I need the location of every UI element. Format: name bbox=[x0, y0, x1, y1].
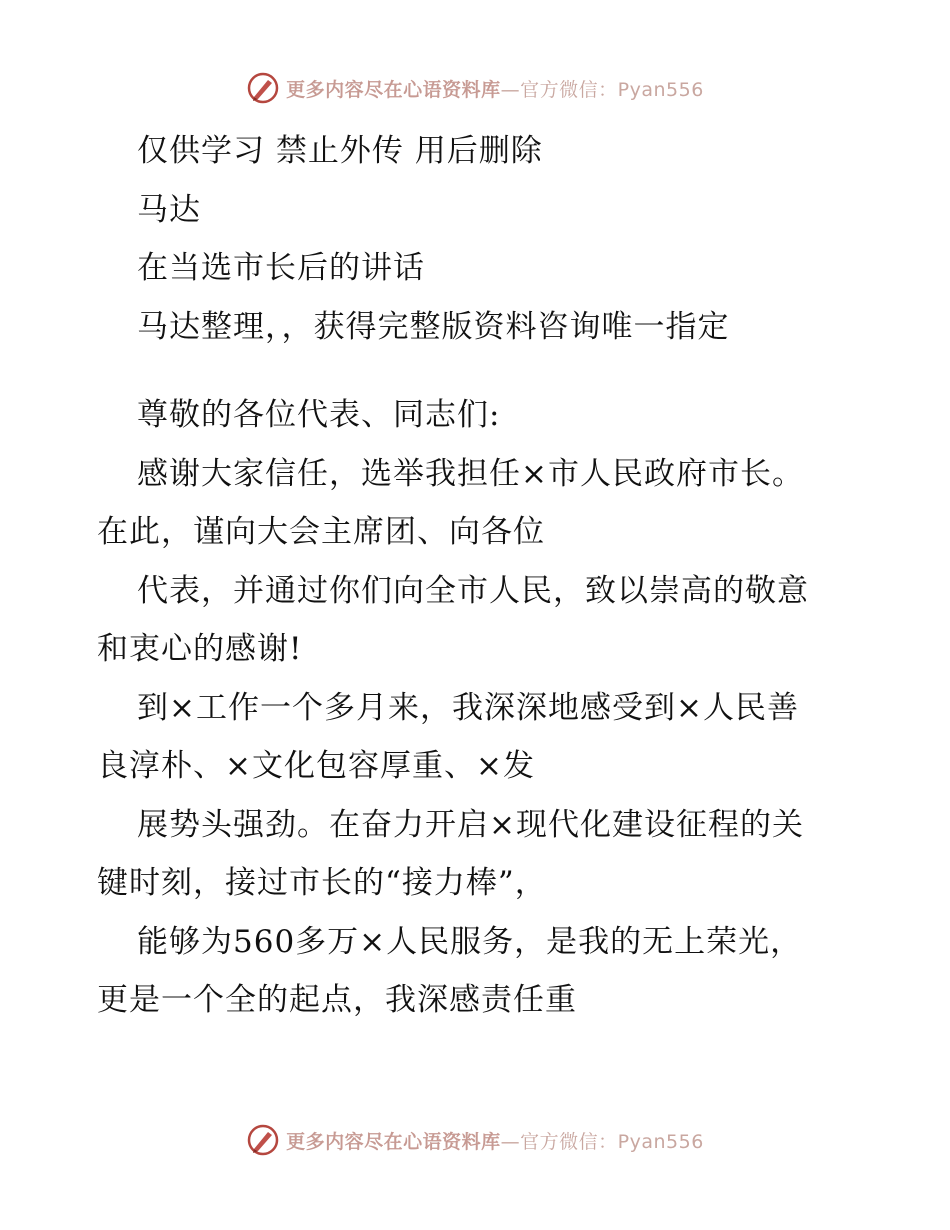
header-banner bbox=[0, 68, 950, 108]
doc-line: 仅供学习 禁止外传 用后删除 bbox=[137, 133, 543, 169]
doc-line: 和衷心的感谢! bbox=[97, 631, 303, 667]
footer-banner-text: 更多内容尽在心语资料库—官方微信：Pyan556 bbox=[286, 1130, 704, 1153]
doc-line: 展势头强劲。在奋力开启×现代化建设征程的关 bbox=[137, 806, 804, 843]
paragraph-gap bbox=[97, 356, 857, 386]
pen-logo-icon bbox=[246, 71, 280, 105]
document-body bbox=[97, 122, 857, 1030]
footer-banner bbox=[0, 1120, 950, 1160]
doc-line: 在此，谨向大会主席团、向各位 bbox=[97, 514, 545, 550]
doc-line: 代表，并通过你们向全市人民，致以崇高的敬意 bbox=[137, 572, 809, 609]
header-banner-text: 更多内容尽在心语资料库—官方微信：Pyan556 bbox=[286, 78, 704, 101]
doc-line: 感谢大家信任，选举我担任×市人民政府市长。 bbox=[137, 455, 804, 492]
doc-line: 尊敬的各位代表、同志们: bbox=[137, 397, 501, 433]
doc-line: 马达 bbox=[137, 191, 201, 228]
doc-line: 在当选市长后的讲话 bbox=[137, 250, 425, 286]
doc-line: 键时刻，接过市长的“接力棒”， bbox=[97, 865, 547, 901]
doc-line: 良淳朴、×文化包容厚重、×发 bbox=[97, 748, 535, 784]
doc-line: 能够为560多万×人民服务，是我的无上荣光， bbox=[137, 923, 803, 960]
doc-line: 更是一个全的起点，我深感责任重 bbox=[97, 982, 577, 1018]
doc-line: 马达整理，，获得完整版资料咨询唯一指定 bbox=[137, 308, 730, 345]
doc-line: 到×工作一个多月来，我深深地感受到×人民善 bbox=[137, 689, 799, 726]
pen-logo-icon bbox=[246, 1123, 280, 1157]
